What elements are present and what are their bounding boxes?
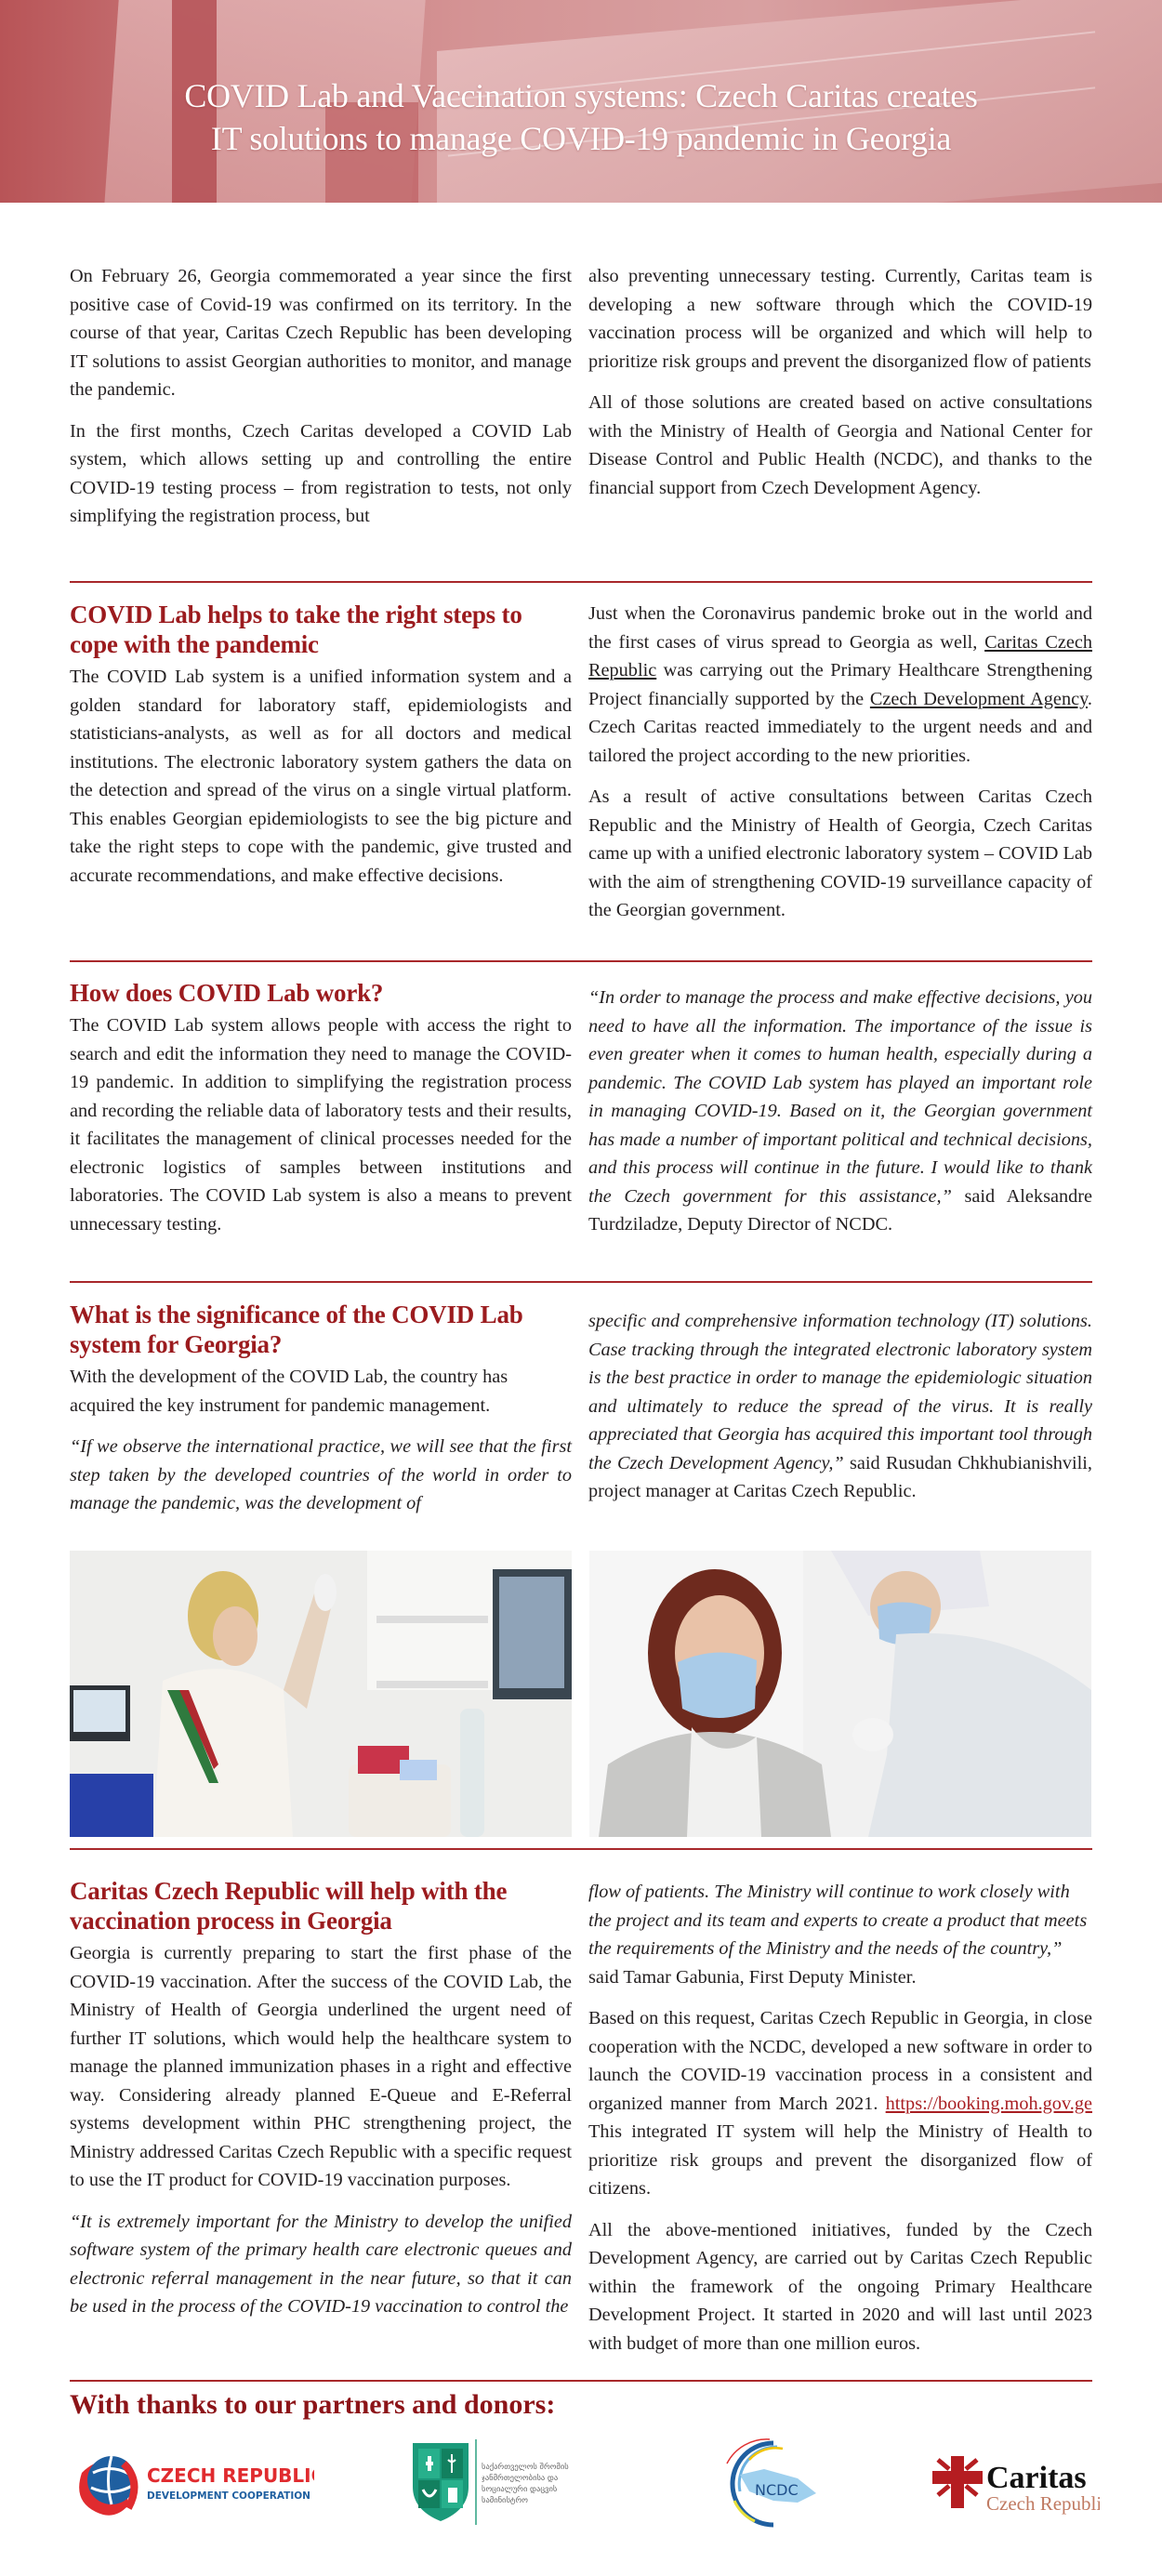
booking-link[interactable]: https://booking.moh.gov.ge [885,2093,1092,2114]
logo-text: Caritas [986,2461,1087,2495]
intro-paragraph: All of those solutions are created based on active consultations with the Ministry of Health of Georgia and National Center for Disease Control and Public Health (NCDC), and thanks to the financial support from Czech Development Agency. [588,392,1092,498]
intro-paragraph: On February 26, Georgia commemorated a year since the first positive case of Covid-19 was confirmed on its territory. In the course of that year, Caritas Czech Republic has been developing IT solutions to assist Georgian authorities to monitor, and manage the pandemic. [70,266,572,400]
logo-text: სოციალური დაცვის [482,2485,558,2494]
section-paragraph: The COVID Lab system allows people with access the right to search and edit the information they need to manage the COVID-19 pandemic. In addition to simplifying the registration process and recording the reliable data of laboratory tests and their results, it facilitates the management of clinical processes needed for the electronic logistics of samples between institutions and laboratories. The COVID Lab system is also a means to prevent unnecessary testing. [70,1015,572,1235]
section-heading: What is the significance of the COVID Lab system for Georgia? [70,1301,523,1358]
ncdc-globe-icon [708,2436,829,2529]
quote-paragraph: “If we observe the international practice, we will see that the first step taken by the developed countries of the world in order to manage the pandemic, was the development of [70,1436,572,1513]
caritas-link[interactable]: Caritas Czech Republic [588,631,1092,680]
vaccination-photo [589,1551,1091,1837]
quote-paragraph: “It is extremely important for the Ministry to develop the unified software system of the primary health care electronic queues and electronic referral management in the near future, so that it can be used in the process of the COVID-19 vaccination to control the [70,2211,572,2317]
intro-paragraph: In the first months, Czech Caritas developed a COVID Lab system, which allows setting up and controlling the entire COVID-19 testing process – from registration to tests, not only simplifying the registration process, but [70,420,572,526]
caritas-czech-republic-logo [932,2436,1100,2529]
quote-paragraph: “In order to manage the process and make effective decisions, you need to have all the information. The importance of the issue is even greater when it comes to human health, especially during a pandemic. The COVID Lab system has played an important role in managing COVID-19. Based on it, the Georgian government has made a number of important political and technical decisions, and this process will continue in the future. I would like to thank the Czech government for this assistance,” said Aleksandre Turdziladze, Deputy Director of NCDC. [588,987,1092,1235]
caritas-cross-icon [932,2436,1100,2529]
section-divider [70,1848,1092,1850]
section-heading: Caritas Czech Republic will help with the vaccination process in Georgia [70,1877,508,1935]
logo-text: CZECH REPUBLIC [147,2464,314,2487]
logo-text: Czech Republic [986,2492,1100,2515]
section-divider [70,2380,1092,2382]
quote-paragraph: flow of patients. The Ministry will continue to work closely with the project and its team and experts to create a product that meets the requirements of the Ministry and the needs of the country,” said Tamar Gabunia, First Deputy Minister. [588,1882,1088,1988]
section-divider [70,960,1092,962]
section-heading: COVID Lab helps to take the right steps to cope with the pandemic [70,601,522,658]
section-paragraph: As a result of active consultations between Caritas Czech Republic and the Ministry of Health of Georgia, Czech Caritas came up with a unified electronic laboratory system – COVID Lab with the aim of strengthening COVID-19 surveillance capacity of the Georgian government. [588,786,1092,920]
section-paragraph: Just when the Coronavirus pandemic broke out in the world and the first cases of virus spread to Georgia as well, Caritas Czech Republic was carrying out the Primary Healthcare Strengthening Project financially supported by the Czech Development Agency. Czech Caritas reacted immediately to the urgent needs and and tailored the project according to the new priorities. [588,603,1092,766]
page-title [0,74,1162,160]
page-title-line2: IT solutions to manage COVID-19 pandemic in Georgia [210,120,952,157]
ncdc-logo [708,2436,829,2529]
partners-heading: With thanks to our partners and donors: [70,2389,556,2420]
czech-development-cooperation-logo [73,2436,314,2529]
section-paragraph: With the development of the COVID Lab, the country has acquired the key instrument for pandemic management. [70,1367,508,1416]
quote-paragraph: specific and comprehensive information technology (IT) solutions. Case tracking through the integrated electronic laboratory system is the best practice in order to manage the epidemiologic situation and ultimately to reduce the spread of the virus. It is really appreciated that Georgia has acquired this important tool through the Czech Development Agency,” said Rusudan Chkhubianishvili, project manager at Caritas Czech Republic. [588,1311,1092,1501]
section-divider [70,581,1092,583]
page-title-line1: COVID Lab and Vaccination systems: Czech Caritas creates [184,77,978,114]
section-paragraph: All the above-mentioned initiatives, funded by the Czech Development Agency, are carried out by Caritas Czech Republic within the framework of the ongoing Primary Healthcare Development Project. It started in 2020 and will last until 2023 with budget of more than one million euros. [588,2219,1092,2354]
section-heading: How does COVID Lab work? [70,979,384,1007]
section-paragraph: The COVID Lab system is a unified information system and a golden standard for laboratory staff, epidemiologists and statisticians-analysts, as well as for all doctors and medical institutions. The electronic laboratory system gathers the data on the detection and spread of the virus on a single virtual platform. This enables Georgian epidemiologists to see the big picture and take the right steps to cope with the pandemic, give trusted and accurate recommendations, and make effective decisions. [70,667,572,886]
logo-text: NCDC [755,2481,799,2499]
vaccination-illustration [589,1551,1091,1837]
logo-text: სამინისტრო [482,2496,528,2505]
lab-worker-photo [70,1551,572,1837]
section-divider [70,1281,1092,1283]
czech-development-agency-link[interactable]: Czech Development Agency [869,688,1088,709]
logo-text: საქართველოს შრომის [482,2463,569,2472]
section-paragraph: Georgia is currently preparing to start the first phase of the COVID-19 vaccination. After the success of the COVID Lab, the Ministry of Health of Georgia underlined the urgent need of further IT solutions, which would help the healthcare system to manage the planned immunization phases in a right and effective way. Considering already planned E-Queue and E-Referral systems development within PHC strengthening project, the Ministry addressed Caritas Czech Republic with a specific request to use the IT product for COVID-19 vaccination purposes. [70,1943,572,2190]
logo-text: DEVELOPMENT COOPERATION [147,2490,310,2502]
intro-paragraph: also preventing unnecessary testing. Currently, Caritas team is developing a new software through which the COVID-19 vaccination process will be organized and which will help to prioritize risk groups and prevent the disorganized flow of patients [588,266,1092,372]
logo-text: ჯანმრთელობისა და [482,2474,559,2483]
lab-worker-illustration [70,1551,572,1837]
ministry-shield-icon [409,2436,595,2529]
georgia-ministry-logo [409,2436,595,2529]
czech-globe-hand-icon [73,2436,314,2529]
section-paragraph: Based on this request, Caritas Czech Republic in Georgia, in close cooperation with the NCDC, developed a new software in order to launch the COVID-19 vaccination process in a consistent and organized manner from March 2021. https://booking.moh.gov.ge This integrated IT system will help the Ministry of Health to prioritize risk groups and prevent the disorganized flow of citizens. [588,2008,1092,2199]
header-banner [0,0,1162,203]
